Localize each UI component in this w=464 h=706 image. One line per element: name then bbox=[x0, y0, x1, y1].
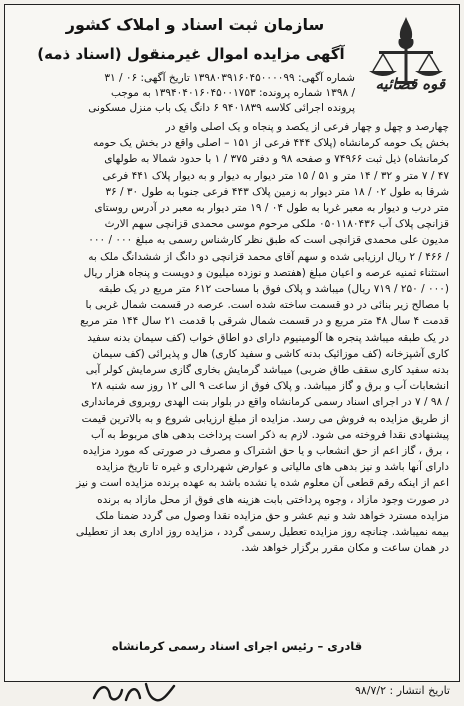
body-line: با مصالح زیر بنائی در دو قسمت ساخته شده است. عرصه در قسمت شمال غربی با bbox=[85, 299, 449, 312]
body-line: اعم از اینکه رقم قطعی آن معلوم شده یا نشده باشد به عهده برنده مزایده است و نیز bbox=[76, 477, 449, 490]
body-line: ۴۷ / ۷ متر و ۳۲ / ۱۴ متر و ۵۱ / ۱۵ متر دیوار به دیوار و به دیوار پلاک ۴۴۱ فرعی bbox=[102, 169, 449, 182]
publish-date-row bbox=[4, 680, 460, 702]
handwritten-mark bbox=[90, 676, 180, 706]
body-line: چهارصد و چهل و چهار فرعی از یکصد و پنجاه و یک اصلی واقع در bbox=[165, 121, 449, 133]
body-line: (۰۰۰ / ۲۵۰ / ۷۱۹ ریال) میباشد و پلاک فوق با مساحت ۶۱۲ متر مربع در یک طبقه bbox=[98, 283, 449, 296]
notice-frame bbox=[4, 4, 460, 682]
body-line: دارای آنها باشد و نیز بدهی های مالیاتی و عوارض شهرداری و غیره تا تاریخ مزایده bbox=[96, 461, 449, 474]
emblem-caption: قوه قضائیه bbox=[375, 75, 445, 93]
body-line: از طریق مزایده به فروش می رسد. مزایده از مبلغ ارزیابی شروع و به بالاترین قیمت bbox=[81, 412, 449, 425]
body-line: متر درب و دیوار به معبر غربا به طول ۰۴ / ۱۹ متر دیوار به معبر در آدرس روستای bbox=[94, 202, 449, 215]
body-line: استثناء ثمنیه عرصه و اعیان مبلغ (هفتصد و نوزده میلیون و دویست و پنجاه هزار ریال bbox=[83, 266, 449, 279]
body-line: بدنه سفید کاری سقف طاق ضربی) میباشد گرمایش بخاری گازی سرمایش کولر آبی bbox=[85, 364, 449, 377]
meta-line: پرونده اجرائی کلاسه ۹۴۰۱۸۳۹ ۶ دانگ یک باب منزل مسکونی bbox=[88, 102, 355, 114]
notice-title: آگهی مزایده اموال غیرمنقول (اسناد ذمه) bbox=[37, 45, 345, 63]
publish-date-value: : ۹۸/۷/۲ bbox=[354, 684, 394, 697]
body-line: پیشنهادی نقدا فروخته می شود. لازم به ذکر است پرداخت بدهی های مربوط به آب bbox=[91, 428, 449, 441]
body-line: قزانچی پلاک آب ۰۵۰۱۱۸۰۴۳۶ ملکی مرحوم موسی محمدی قزانچی سهم الارث bbox=[104, 218, 449, 231]
notice-body bbox=[13, 119, 449, 556]
body-line: مزایده مسترد خواهد شد و نیم عشر و حق مزایده نقدا وصول می گردد ضمنا ملک bbox=[95, 509, 449, 522]
body-line: قدمت ۴ سال ۴۸ متر مربع و در قسمت شمال شرقی با قدمت ۲۱ سال ۱۴۴ متر مربع bbox=[80, 315, 449, 328]
body-line: در همان ساعت و مکان مقرر برگزار خواهد شد. bbox=[241, 542, 449, 555]
body-line: کرمانشاه) ذیل ثبت ۷۴۹۶۶ و صفحه ۹۸ و دفتر ۳۷۵ / ۱ با حدود شمالا به طولهای bbox=[104, 153, 449, 166]
notice-header bbox=[5, 5, 459, 114]
body-line: / ۴۶۶ / ۲ ریال ارزیابی شده و سهم آقای محمد قزانچی دو دانگ از ششدانگ ملک به bbox=[88, 250, 449, 263]
body-line: مدیون علی محمدی قزانچی است که طبق نظر کارشناس رسمی به مبلغ ۰۰۰ / ۰۰۰ bbox=[88, 234, 449, 247]
meta-line: / ۱۳۹۸ شماره پرونده: ۱۳۹۴۰۴۰۱۶۰۴۵۰۰۱۷۵۳ به موجب bbox=[111, 87, 355, 99]
organization-name: سازمان ثبت اسناد و املاک کشور bbox=[65, 15, 325, 34]
body-line: بیمه نمیباشد. چنانچه روز مزایده تعطیل رسمی گردد ، مزایده روز اداری بعد از تعطیلی bbox=[75, 526, 449, 539]
body-line: در صورت وجود مازاد ، وجوه پرداختی بابت هزینه های فوق از محل مازاد به برنده bbox=[97, 493, 449, 506]
signature-line: قادری – رئیس اجرای اسناد رسمی کرمانشاه bbox=[111, 639, 363, 653]
body-line: / ۹۸ / ۷ در اجرای اسناد رسمی کرمانشاه واقع در بلوار بنت الهدی روبروی فرمانداری bbox=[81, 396, 449, 409]
body-line: شرقا به طول ۰۲ / ۱۸ متر دیوار به زمین پلاک ۴۴۳ فرعی جنوبا به طول ۳۰ / ۳۶ bbox=[105, 185, 449, 198]
body-line: کاری آشپزخانه (کف موزائیک بدنه کاشی و سفید کاری) هال و پذیرائی (کف سیمان bbox=[92, 347, 449, 360]
publish-date-label: تاریخ انتشار bbox=[396, 684, 450, 697]
body-line: انشعابات آب و برق و گاز میباشد. و پلاک فوق از ساعت ۹ الی ۱۲ روز سه شنبه ۲۸ bbox=[91, 380, 449, 393]
body-line: بخش یک حومه کرمانشاه (پلاک ۴۴۴ فرعی از ۱۵۱ – اصلی واقع در بخش یک حومه bbox=[93, 137, 449, 150]
meta-line: شماره آگهی: ۱۳۹۸۰۳۹۱۶۰۴۵۰۰۰۰۹۹ تاریخ آگهی: ۰۶ / ۳۱ bbox=[104, 72, 355, 84]
notice-meta bbox=[13, 71, 355, 116]
body-line: در یک طبقه میباشد پنجره ها آلومینیوم دارای دو اطاق خواب (کف سیمان بدنه سفید bbox=[87, 331, 449, 344]
body-line: ، برق ، گاز اعم از حق انشعاب و یا حق اشتراک و مصرف در صورتی که مورد مزایده bbox=[82, 445, 449, 458]
